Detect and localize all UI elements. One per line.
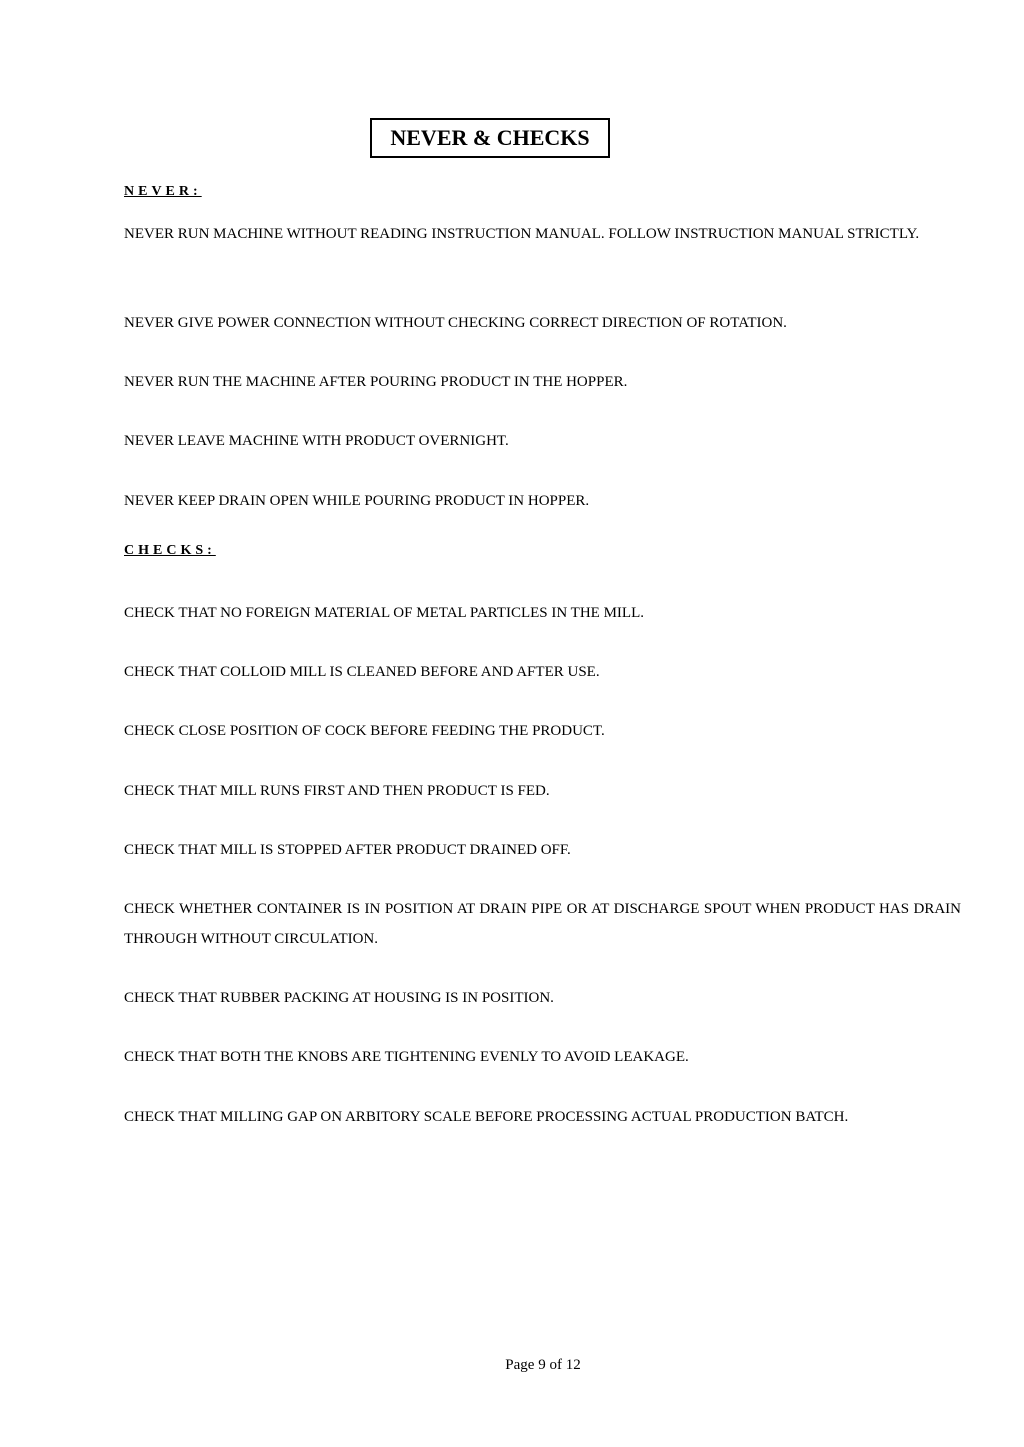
check-item: CHECK CLOSE POSITION OF COCK BEFORE FEEDING THE PRODUCT. (124, 723, 605, 739)
page-title: NEVER & CHECKS (370, 118, 610, 158)
check-item: CHECK THAT RUBBER PACKING AT HOUSING IS IN POSITION. (124, 990, 554, 1006)
never-item: NEVER KEEP DRAIN OPEN WHILE POURING PRODUCT IN HOPPER. (124, 493, 590, 509)
checks-heading: CHECKS: (124, 543, 216, 558)
never-item: NEVER RUN MACHINE WITHOUT READING INSTRUCTION MANUAL. FOLLOW INSTRUCTION MANUAL STRICTLY. (124, 226, 920, 242)
never-item: NEVER LEAVE MACHINE WITH PRODUCT OVERNIGHT. (124, 433, 509, 449)
check-item: CHECK WHETHER CONTAINER IS IN POSITION AT DRAIN PIPE OR AT DISCHARGE SPOUT WHEN PRODUCT HAS DRAIN THROUGH WITHOUT CIRCULATION. (124, 901, 961, 947)
check-item: CHECK THAT BOTH THE KNOBS ARE TIGHTENING EVENLY TO AVOID LEAKAGE. (124, 1049, 689, 1065)
check-item: CHECK THAT MILL RUNS FIRST AND THEN PRODUCT IS FED. (124, 783, 550, 799)
never-heading: NEVER: (124, 184, 202, 199)
never-item: NEVER RUN THE MACHINE AFTER POURING PRODUCT IN THE HOPPER. (124, 374, 628, 390)
check-item: CHECK THAT MILL IS STOPPED AFTER PRODUCT DRAINED OFF. (124, 842, 571, 858)
check-item: CHECK THAT COLLOID MILL IS CLEANED BEFORE AND AFTER USE. (124, 664, 600, 680)
page-number: Page 9 of 12 (505, 1357, 581, 1373)
never-item: NEVER GIVE POWER CONNECTION WITHOUT CHECKING CORRECT DIRECTION OF ROTATION. (124, 315, 787, 331)
check-item: CHECK THAT NO FOREIGN MATERIAL OF METAL PARTICLES IN THE MILL. (124, 605, 644, 621)
check-item: CHECK THAT MILLING GAP ON ARBITORY SCALE BEFORE PROCESSING ACTUAL PRODUCTION BATCH. (124, 1109, 849, 1125)
